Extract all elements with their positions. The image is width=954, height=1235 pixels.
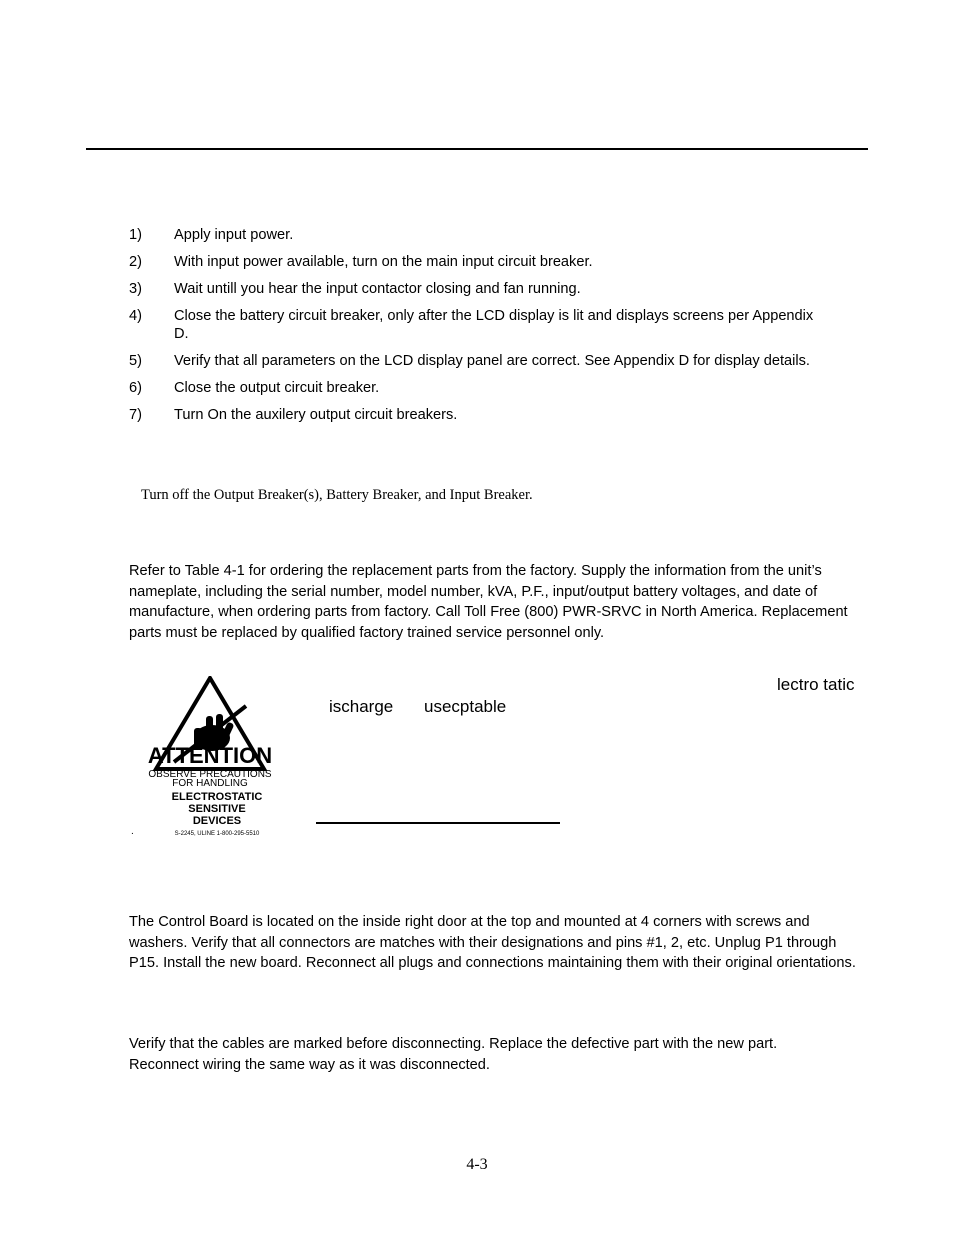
list-item — [129, 379, 829, 397]
list-item — [129, 307, 829, 343]
esd-line2: FOR HANDLING — [172, 778, 248, 789]
step-number: 3) — [129, 281, 142, 297]
esd-code: S-2245, ULINE 1-800-295-5510 — [174, 831, 260, 837]
step-number: 7) — [129, 407, 142, 423]
replacement-paragraph: Refer to Table 4-1 for ordering the replacement parts from the factory. Supply the information from the unit’s nameplate, including the serial number, model number, kVA, P.F., input/output battery voltages, and date of manufacture, when ordering parts from factory. Call Toll Free (800) PWR-SRVC in North America. Replacement parts must be replaced by qualified factory trained service personnel only. — [129, 563, 848, 641]
step-text: With input power available, turn on the main input circuit breaker. — [174, 254, 593, 270]
esd-line5: DEVICES — [192, 815, 242, 827]
esd-fragment-discharge: ischarge — [329, 697, 394, 716]
esd-warning-label — [132, 676, 288, 838]
step-text: Wait untill you hear the input contactor closing and fan running. — [174, 281, 581, 297]
esd-fragment-electro-static: lectro tatic — [777, 675, 855, 694]
shutdown-text: Turn off the Output Breaker(s), Battery Breaker, and Input Breaker. — [141, 487, 533, 503]
esd-line1: OBSERVE PRECAUTIONS — [148, 769, 272, 780]
list-item — [129, 406, 829, 424]
control-board-paragraph: The Control Board is located on the inside right door at the top and mounted at 4 corners with screws and washers. Verify that all connectors are matches with their designations and pins #1, 2, etc. Unplug P1 through P15. Install the new board. Reconnect all plugs and connections maintaining them with their original orientations. — [129, 914, 856, 972]
startup-steps-list — [129, 226, 829, 433]
esd-line4: SENSITIVE — [188, 803, 246, 815]
list-item — [129, 226, 829, 244]
step-number: 1) — [129, 227, 142, 243]
step-text: Turn On the auxilery output circuit breakers. — [174, 407, 458, 423]
header-rule — [86, 148, 868, 150]
cables-paragraph: Verify that the cables are marked before disconnecting. Replace the defective part with the new part. Reconnect wiring the same way as it was disconnected. — [129, 1036, 778, 1073]
step-text: Verify that all parameters on the LCD display panel are correct. See Appendix D for display details. — [174, 353, 810, 369]
step-number: 5) — [129, 353, 142, 369]
step-number: 2) — [129, 254, 142, 270]
list-item — [129, 253, 829, 271]
page-number: 4-3 — [466, 1156, 488, 1173]
step-number: 4) — [129, 308, 142, 324]
list-item — [129, 280, 829, 298]
step-text: Close the output circuit breaker. — [174, 380, 380, 396]
esd-triangle-icon — [132, 676, 288, 838]
esd-heading: ATTENTION — [147, 743, 273, 768]
list-item — [129, 352, 829, 370]
esd-underline — [316, 822, 560, 824]
esd-fragment-susceptable: usecptable — [424, 697, 507, 716]
esd-line3: ELECTROSTATIC — [171, 791, 263, 803]
step-text: Close the battery circuit breaker, only after the LCD display is lit and displays screens per Appendix D. — [174, 308, 814, 342]
esd-dot: . — [131, 826, 134, 837]
step-number: 6) — [129, 380, 142, 396]
step-text: Apply input power. — [174, 227, 294, 243]
